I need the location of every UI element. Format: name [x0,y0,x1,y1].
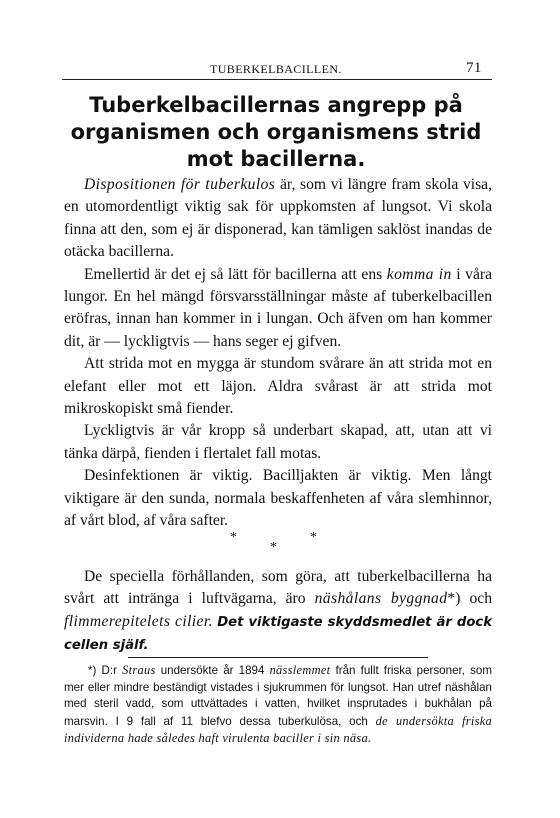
italic-term: Dispositionen för tuberkulos [84,176,276,193]
paragraph-disposition [64,174,492,264]
footnote-italic: nässlemmet [269,663,331,677]
footnote-rule [128,657,428,658]
paragraph-text: och [460,590,492,608]
italic-term: flimmerepitelets cilier. [64,612,213,630]
paragraph-mygga: Att strida mot en mygga är stundom svårare än att strida mot en elefant eller mot ett läjon. Aldra svårast är att strida mot mikroskopiskt små fiender. [64,355,492,418]
footnote-name: Straus [122,663,156,677]
header-rule [62,79,492,80]
paragraph-text: De speciella förhållanden, som göra, att tuberkelbacillerna ha svårt att intränga i luftvägarna, äro [64,568,492,608]
chapter-heading: Tuberkelbacillernas angrepp på organismen och organismens strid mot bacillerna. [70,93,482,171]
paragraph-speciella [64,566,492,658]
paragraph-text: i våra lungor. En hel mängd försvarsställningar måste af tuberkelbacillen eröfras, innan han kommer in i lungan. Och äfven om han kommer dit, är — lyckligtvis — hans seger ej gifven. [64,265,493,350]
footnote [64,662,492,748]
running-title: TUBERKELBACILLEN. [210,62,342,76]
paragraph-text: är, som vi längre fram skola visa, en utomordentligt viktig sak för uppkomsten af lungsot. Vi skola finna att den, som ej är disponerad, kan tämligen saklöst inandas de otäcka bacillerna. [64,176,492,261]
page-number: 71 [466,60,482,76]
footnote-text: *) D:r [88,664,123,677]
footnote-text: undersökte år 1894 [155,664,270,677]
paragraph-desinfektion: Desinfektionen är viktig. Bacilljakten är viktig. Men långt viktigare är den sunda, normala beskaffenheten af våra slemhinnor, af vårt blod, af våra safter. [64,467,492,530]
asterisk: * [310,530,317,545]
asterisk: * [270,540,277,555]
asterism [222,530,322,558]
paragraph-body-defense: Lyckligtvis är vår kropp så underbart skapad, att, utan att vi tänka därpå, fienden i flertalet fall motas. [64,422,492,462]
bold-statement: Det viktigaste skyddsmedlet är dock cellen själf. [64,614,492,654]
paragraph-entry [64,264,492,354]
asterisk: * [230,530,237,545]
footnote-italic: de undersökta friska individerna hade således haft virulenta baciller i sin näsa. [64,713,492,746]
footnote-text: från fullt friska personer, som mer eller mindre beständigt vistades i sjukrummen för lungsot. Han utref näshålan med steril vadd, som uttvättades i vatten, hvilket insprutades i bukhålan på marsvin. I 9 fall af 11 blefvo dessa tuberkulösa, och [64,664,492,728]
footnote-mark: *) [447,590,461,608]
paragraph-text: Emellertid är det ej så lätt för bacillerna att ens [84,265,387,283]
italic-term: komma in [386,265,452,283]
body-text [64,174,492,533]
italic-term: näshålans byggnad [314,590,448,608]
